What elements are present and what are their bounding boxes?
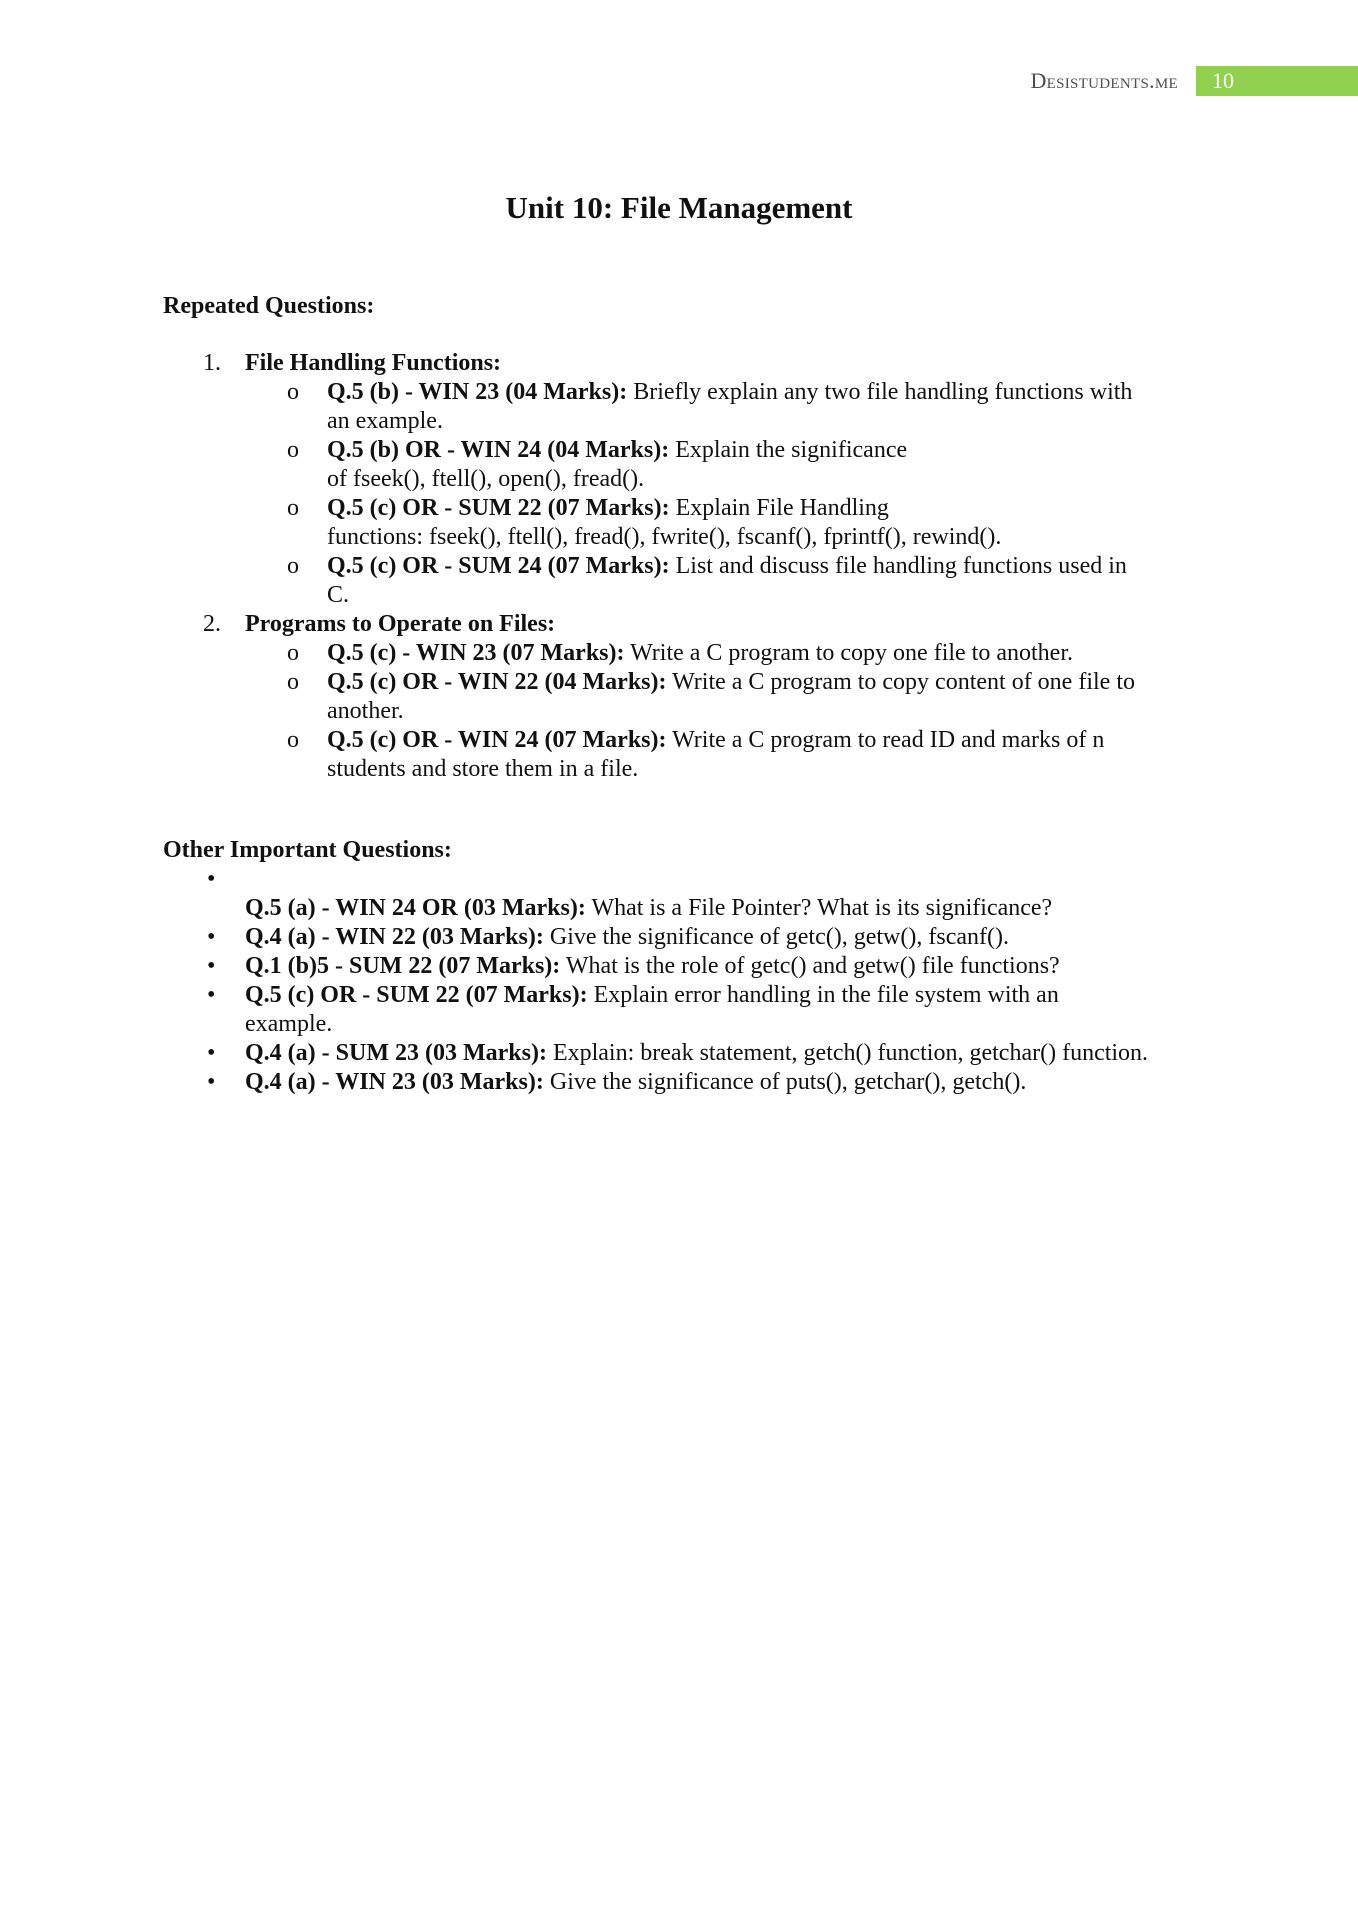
topic-title: File Handling Functions:	[245, 350, 502, 376]
question-text: Explain the significance	[675, 437, 908, 463]
question-text-cont: example.	[245, 1011, 333, 1037]
question-text-cont: C.	[327, 582, 350, 608]
circle-bullet-icon: o	[287, 553, 299, 579]
question-text: Give the significance of puts(), getchar(), getch().	[549, 1069, 1027, 1095]
question-label: Q.5 (c) OR - WIN 22 (04 Marks):	[327, 669, 667, 695]
question-text: Briefly explain any two file handling functions with	[633, 379, 1133, 405]
page-number: 10	[1212, 68, 1234, 93]
question-text: Give the significance of getc(), getw(), fscanf().	[549, 924, 1009, 950]
repeated-group-1	[163, 349, 1223, 784]
circle-bullet-icon: o	[287, 640, 299, 666]
page-number-badge	[1196, 66, 1358, 96]
question-item	[163, 1068, 1223, 1097]
question-item	[163, 668, 1223, 726]
question-text: Explain File Handling	[675, 495, 889, 521]
page-header	[1030, 66, 1358, 96]
question-label: Q.4 (a) - SUM 23 (03 Marks):	[245, 1040, 547, 1066]
bullet-icon: •	[207, 866, 216, 892]
question-label: Q.4 (a) - WIN 22 (03 Marks):	[245, 924, 544, 950]
question-label: Q.5 (b) OR - WIN 24 (04 Marks):	[327, 437, 670, 463]
question-text: Explain error handling in the file system with an	[593, 982, 1059, 1008]
ordered-list-item	[163, 349, 1223, 378]
question-item	[163, 726, 1223, 784]
question-text: What is the role of getc() and getw() file functions?	[565, 953, 1060, 979]
question-item	[163, 1039, 1223, 1068]
circle-bullet-icon: o	[287, 495, 299, 521]
bullet-icon: •	[207, 953, 216, 979]
circle-bullet-icon: o	[287, 669, 299, 695]
question-label: Q.1 (b)5 - SUM 22 (07 Marks):	[245, 953, 561, 979]
question-label: Q.5 (c) OR - SUM 22 (07 Marks):	[327, 495, 670, 521]
question-text: Write a C program to read ID and marks of n	[672, 727, 1105, 753]
question-text-cont: another.	[327, 698, 404, 724]
bullet-icon: •	[207, 1069, 216, 1095]
other-questions-heading: Other Important Questions:	[163, 837, 452, 863]
circle-bullet-icon: o	[287, 727, 299, 753]
question-text-cont: an example.	[327, 408, 443, 434]
repeated-questions-heading: Repeated Questions:	[163, 293, 375, 319]
question-item	[163, 894, 1223, 923]
empty-bullet-item	[163, 865, 1223, 894]
repeated-questions-section	[163, 292, 1223, 321]
question-label: Q.5 (c) OR - SUM 22 (07 Marks):	[245, 982, 588, 1008]
bullet-icon: •	[207, 1040, 216, 1066]
circle-bullet-icon: o	[287, 379, 299, 405]
question-label: Q.5 (b) - WIN 23 (04 Marks):	[327, 379, 628, 405]
question-item	[163, 639, 1223, 668]
other-questions-section	[163, 836, 1223, 1097]
question-text-cont: of fseek(), ftell(), open(), fread().	[327, 466, 645, 492]
question-label: Q.5 (c) OR - SUM 24 (07 Marks):	[327, 553, 670, 579]
question-item	[163, 923, 1223, 952]
question-text: List and discuss file handling functions used in	[675, 553, 1127, 579]
question-label: Q.5 (c) - WIN 23 (07 Marks):	[327, 640, 625, 666]
question-item	[163, 981, 1223, 1039]
question-item	[163, 494, 1223, 552]
question-text: Explain: break statement, getch() function, getchar() function.	[552, 1040, 1149, 1066]
question-text-cont: functions: fseek(), ftell(), fread(), fwrite(), fscanf(), fprintf(), rewind().	[327, 524, 1002, 550]
question-text-cont: students and store them in a file.	[327, 756, 639, 782]
question-label: Q.5 (a) - WIN 24 OR (03 Marks):	[245, 895, 586, 921]
list-number: 1.	[203, 350, 221, 376]
question-text: Write a C program to copy one file to another.	[630, 640, 1073, 666]
page-title: Unit 10: File Management	[505, 190, 853, 225]
list-number: 2.	[203, 611, 221, 637]
question-item	[163, 378, 1223, 436]
circle-bullet-icon: o	[287, 437, 299, 463]
question-item	[163, 552, 1223, 610]
question-item	[163, 436, 1223, 494]
question-item	[163, 952, 1223, 981]
question-text: Write a C program to copy content of one file to	[672, 669, 1135, 695]
bullet-icon: •	[207, 982, 216, 1008]
ordered-list-item	[163, 610, 1223, 639]
bullet-icon: •	[207, 924, 216, 950]
site-name: Desistudents.me	[1030, 68, 1178, 93]
question-text: What is a File Pointer? What is its significance?	[591, 895, 1053, 921]
topic-title: Programs to Operate on Files:	[245, 611, 556, 637]
question-label: Q.4 (a) - WIN 23 (03 Marks):	[245, 1069, 544, 1095]
question-label: Q.5 (c) OR - WIN 24 (07 Marks):	[327, 727, 667, 753]
